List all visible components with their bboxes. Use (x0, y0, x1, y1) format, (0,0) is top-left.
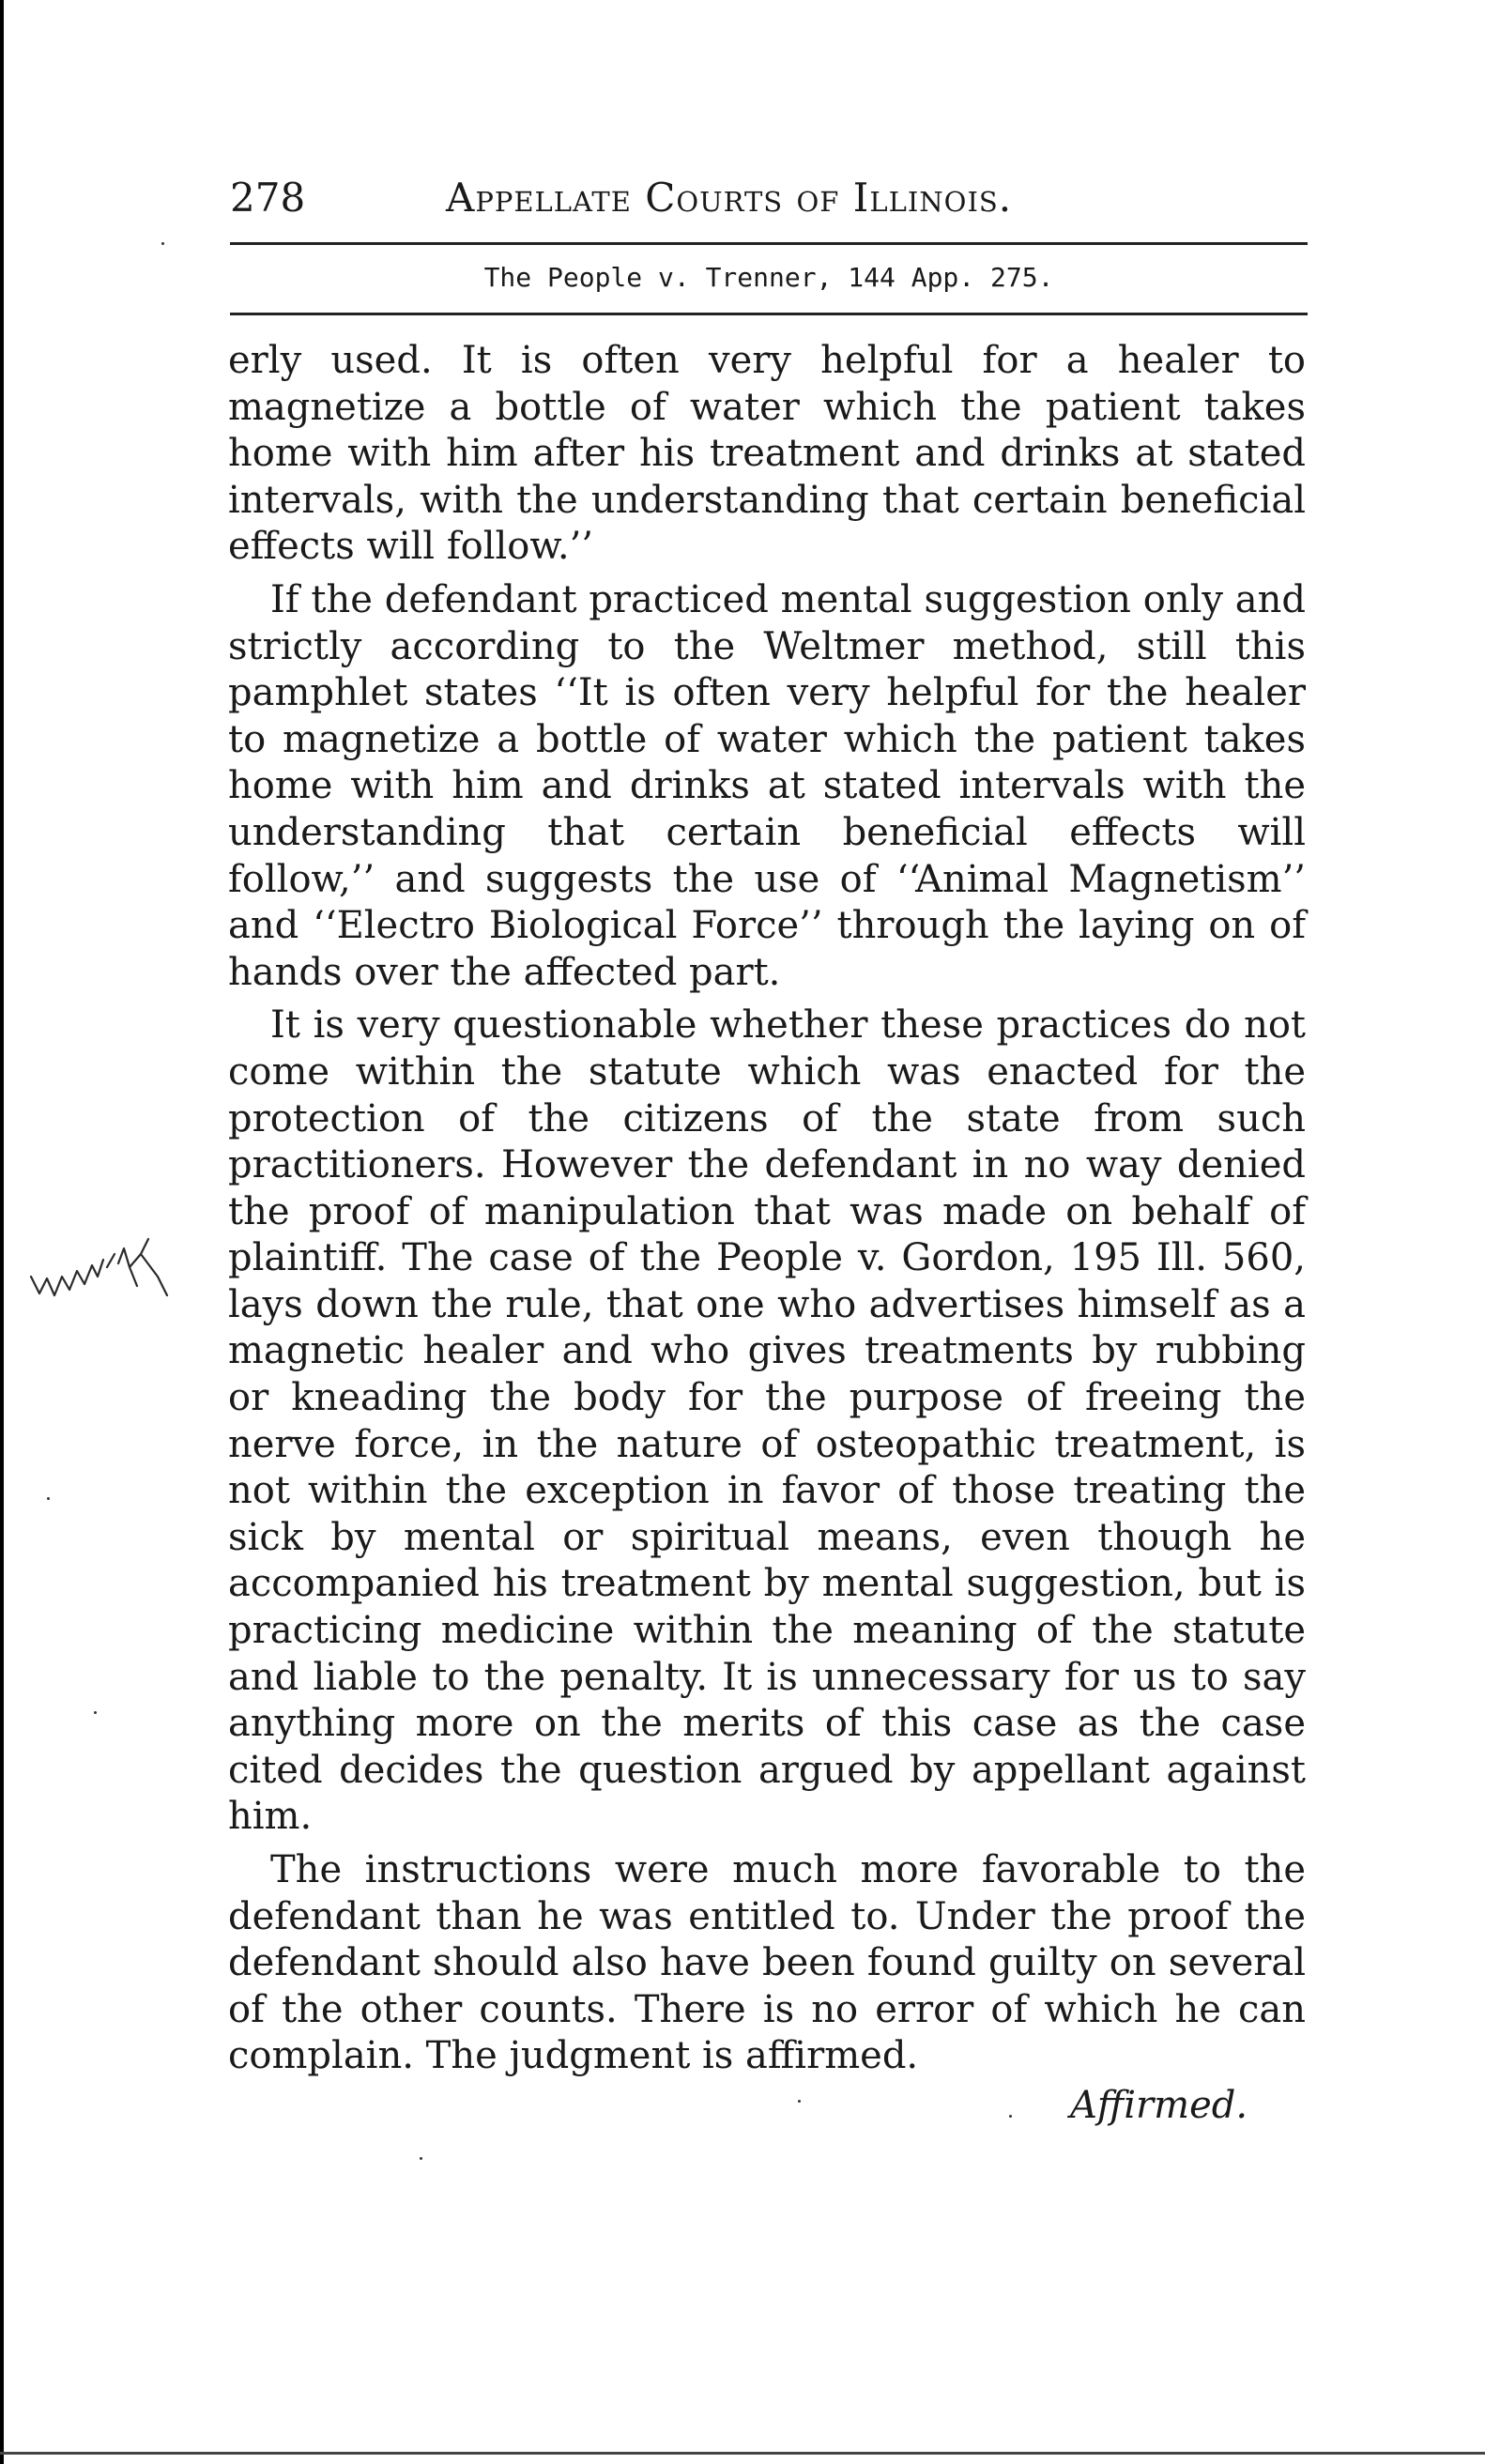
page-speck (161, 242, 164, 245)
case-caption: The People v. Trenner, 144 App. 275. (483, 262, 1054, 293)
disposition-affirmed: Affirmed. (1070, 2084, 1248, 2127)
page-number: 278 (230, 175, 306, 221)
paragraph: If the defendant practiced mental suggestion only and strictly according to the Weltmer method, still this pamphlet states ‘‘It is often very helpful for the healer to magnetize a bottle of water which the patient takes home with him and drinks at stated intervals with the understanding that certain beneficial effects will follow,’’ and suggests the use of ‘‘Animal Magnetism’’ and ‘‘Electro Biological Force’’ through the laying on of hands over the affected part. (228, 577, 1306, 994)
paragraph: The instructions were much more favorable to the defendant than he was entitled to. Under the proof the defendant should also have been found guilty on several of the other counts. There is no error of which he can complain. The judgment is affirmed. (228, 1848, 1306, 2078)
opinion-body (228, 338, 1306, 2087)
page-speck (798, 2100, 801, 2103)
page-speck (1009, 2115, 1012, 2118)
handwritten-margin-annotation (26, 1211, 195, 1324)
header-rule-top (230, 242, 1308, 245)
page-bottom-edge (0, 2452, 1485, 2455)
paragraph: It is very questionable whether these practices do not come within the statute which was enacted for the protection of the citizens of the state from such practitioners. However the defendant in no way denied the proof of manipulation that was made on behalf of plaintiff. The case of the People v. Gordon, 195 Ill. 560, lays down the rule, that one who advertises himself as a magnetic healer and who gives treatments by rubbing or kneading the body for the purpose of freeing the nerve force, in the nature of osteopathic treatment, is not within the exception in favor of those treating the sick by mental or spiritual means, even though he accompanied his treatment by mental suggestion, but is practicing medicine within the meaning of the statute and liable to the penalty. It is unnecessary for us to say anything more on the merits of this case as the case cited decides the question argued by appellant against him. (228, 1003, 1306, 1839)
page-left-edge (0, 0, 4, 2464)
paragraph-continuation: erly used. It is often very helpful for a healer to magnetize a bottle of water which the patient takes home with him after his treatment and drinks at stated intervals, with the understanding that certain beneficial effects will follow.’’ (228, 339, 1306, 569)
page-speck (47, 1497, 50, 1500)
page-header (230, 174, 1136, 230)
header-rule-bottom (230, 313, 1308, 315)
page-speck (420, 2157, 422, 2160)
running-title: Appellate Courts of Illinois. (446, 175, 1013, 221)
page-speck (94, 1711, 97, 1714)
